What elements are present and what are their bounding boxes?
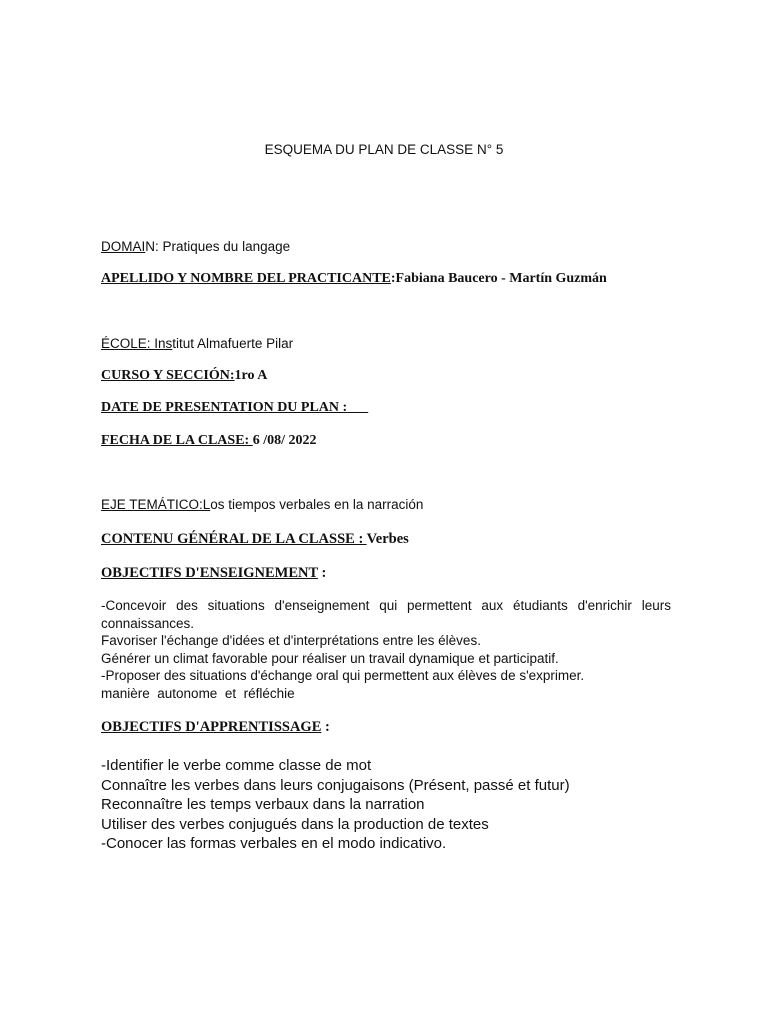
ecole-value: titut Almafuerte Pilar (172, 336, 294, 351)
eje-label: EJE TEMÁTICO:L (101, 497, 211, 512)
eje-line (101, 496, 423, 514)
list-item: Reconnaître les temps verbaux dans la narration (101, 796, 425, 813)
list-item: Connaître les verbes dans leurs conjugaisons (Présent, passé et futur) (101, 776, 570, 794)
obj-enseignement-label: OBJECTIFS D'ENSEIGNEMENT (101, 565, 318, 581)
curso-label: CURSO Y SECCIÓN: (101, 368, 235, 383)
practicante-label: APELLIDO Y NOMBRE DEL PRACTICANTE (101, 271, 391, 286)
fecha-value: 6 /08/ 2022 (252, 433, 317, 448)
domain-label-rest: N: (145, 239, 159, 254)
domain-label: DOMAI (101, 239, 146, 254)
obj-apprentissage-colon: : (321, 719, 330, 735)
list-item: -Proposer des situations d'échange oral qui permettent aux élèves de s'exprimer. (101, 668, 585, 684)
obj-apprentissage-list (101, 756, 681, 854)
eje-value: os tiempos verbales en la narración (210, 497, 424, 512)
list-item: manière autonome et réfléchie (101, 685, 295, 701)
list-item: -Concevoir des situations d'enseignement qui permettent aux étudiants d'enrichir leurs (101, 598, 671, 613)
fecha-line (101, 432, 316, 450)
list-item: -Conocer las formas verbales en el modo indicativo. (101, 835, 447, 852)
contenu-line (101, 530, 409, 548)
date-plan-line (101, 399, 368, 417)
curso-line (101, 367, 267, 385)
obj-enseignement-heading (101, 564, 326, 582)
contenu-value: Verbes (366, 531, 409, 547)
list-item: connaissances. (101, 615, 195, 631)
practicante-value: :Fabiana Baucero - Martín Guzmán (390, 271, 607, 286)
list-item: Utiliser des verbes conjugués dans la production de textes (101, 815, 489, 833)
list-item: Générer un climat favorable pour réaliser un travail dynamique et participatif. (101, 650, 559, 666)
list-item: -Identifier le verbe comme classe de mot (101, 757, 372, 774)
domain-line (101, 238, 290, 256)
document-title: ESQUEMA DU PLAN DE CLASSE N° 5 (264, 142, 504, 157)
ecole-label: ÉCOLE: Ins (101, 336, 173, 351)
domain-value: Pratiques du langage (158, 239, 291, 254)
obj-apprentissage-label: OBJECTIFS D'APPRENTISSAGE (101, 719, 322, 735)
ecole-line (101, 335, 293, 353)
date-plan-blank (347, 400, 368, 415)
obj-enseignement-colon: : (317, 565, 327, 581)
curso-value: 1ro A (234, 368, 268, 383)
practicante-line (101, 270, 607, 288)
fecha-label: FECHA DE LA CLASE: (101, 433, 253, 448)
date-plan-label: DATE DE PRESENTATION DU PLAN : (101, 400, 348, 415)
contenu-label: CONTENU GÉNÉRAL DE LA CLASSE : (101, 531, 367, 547)
obj-enseignement-list (101, 597, 671, 703)
list-item: Favoriser l'échange d'idées et d'interprétations entre les élèves. (101, 633, 481, 649)
obj-apprentissage-heading (101, 718, 330, 736)
